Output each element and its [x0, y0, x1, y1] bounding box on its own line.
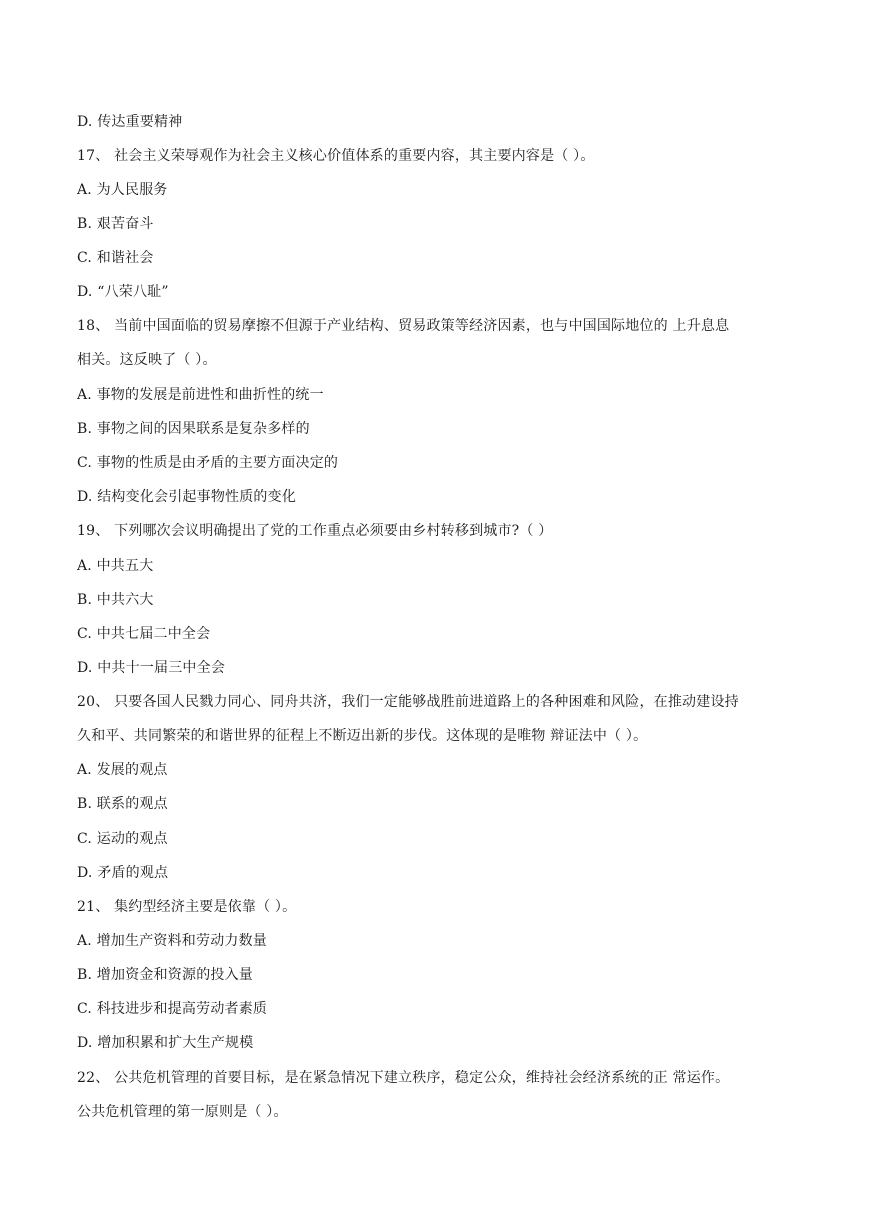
question-18-line-2: 相关。这反映了（ ）。 — [77, 352, 217, 368]
option-18-a: A. 事物的发展是前进性和曲折性的统一 — [77, 387, 324, 403]
option-17-a: A. 为人民服务 — [77, 182, 168, 198]
question-22-line-2: 公共危机管理的第一原则是（ ）。 — [77, 1104, 288, 1120]
question-19: 19、 下列哪次会议明确提出了党的工作重点必须要由乡村转移到城市?（ ） — [77, 523, 553, 539]
option-19-d: D. 中共十一届三中全会 — [77, 660, 226, 676]
option-18-c: C. 事物的性质是由矛盾的主要方面决定的 — [77, 455, 339, 471]
option-18-b: B. 事物之间的因果联系是复杂多样的 — [77, 421, 310, 437]
option-19-a: A. 中共五大 — [77, 558, 154, 574]
question-21: 21、 集约型经济主要是依靠（ ）。 — [77, 899, 297, 915]
option-21-a: A. 增加生产资料和劳动力数量 — [77, 933, 268, 949]
option-20-a: A. 发展的观点 — [77, 762, 168, 778]
option-18-d: D. 结构变化会引起事物性质的变化 — [77, 489, 297, 505]
option-17-c: C. 和谐社会 — [77, 250, 154, 266]
question-18-line-1: 18、 当前中国面临的贸易摩擦不但源于产业结构、贸易政策等经济因素，也与中国国际地位的 上升息息 — [77, 318, 730, 334]
question-17: 17、 社会主义荣辱观作为社会主义核心价值体系的重要内容，其主要内容是（ ）。 — [77, 148, 595, 164]
option-17-d: D. “八荣八耻” — [77, 284, 169, 300]
option-21-c: C. 科技进步和提高劳动者素质 — [77, 1001, 268, 1017]
question-20-line-1: 20、 只要各国人民戮力同心、同舟共济，我们一定能够战胜前进道路上的各种困难和风险，在推动建设持 — [77, 694, 739, 710]
option-19-c: C. 中共七届二中全会 — [77, 626, 211, 642]
option-17-b: B. 艰苦奋斗 — [77, 216, 154, 232]
question-20-line-2: 久和平、共同繁荣的和谐世界的征程上不断迈出新的步伐。这体现的是唯物 辩证法中（ ）。 — [77, 728, 648, 744]
option-19-b: B. 中共六大 — [77, 592, 154, 608]
option-21-b: B. 增加资金和资源的投入量 — [77, 967, 253, 983]
option-16-d: D. 传达重要精神 — [77, 114, 183, 130]
question-22-line-1: 22、 公共危机管理的首要目标，是在紧急情况下建立秩序，稳定公众，维持社会经济系统的正 常运作。 — [77, 1070, 730, 1086]
option-20-d: D. 矛盾的观点 — [77, 865, 169, 881]
option-20-b: B. 联系的观点 — [77, 796, 168, 812]
option-21-d: D. 增加积累和扩大生产规模 — [77, 1035, 254, 1051]
option-20-c: C. 运动的观点 — [77, 831, 168, 847]
